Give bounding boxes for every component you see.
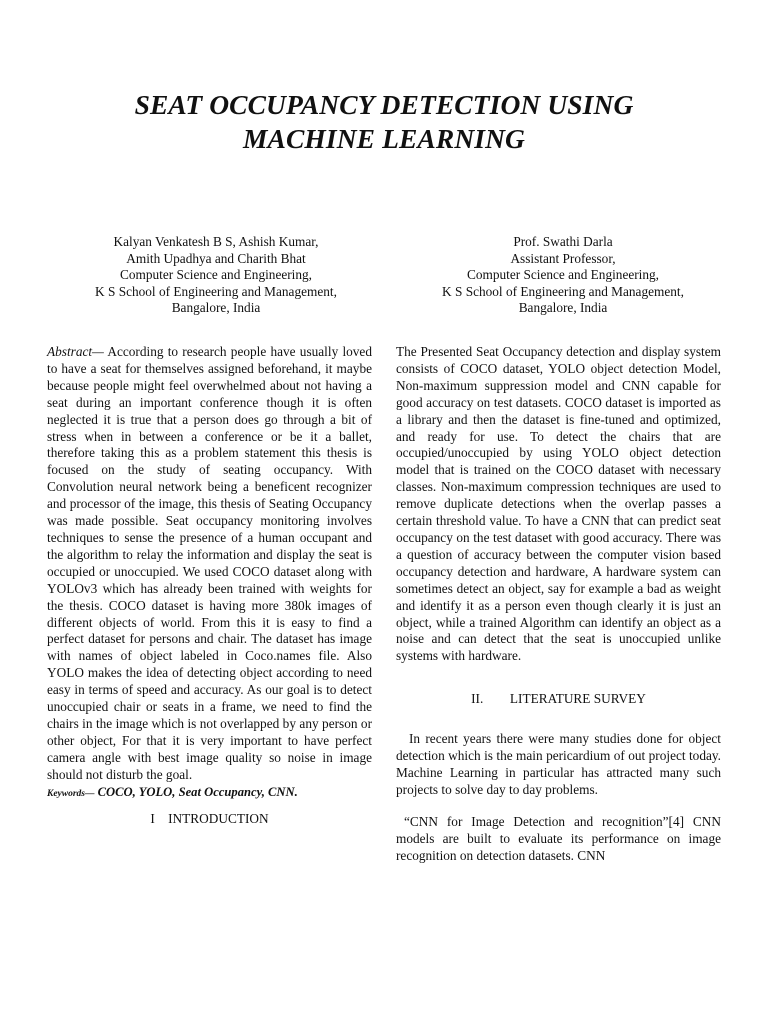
abstract-label: Abstract—	[47, 344, 104, 359]
abstract-paragraph	[47, 344, 372, 784]
author-names-line-2: Amith Upadhya and Charith Bhat	[126, 250, 306, 266]
literature-survey-heading: II. LITERATURE SURVEY	[471, 691, 646, 707]
keywords-label: Keywords—	[47, 788, 95, 799]
author-department: Computer Science and Engineering,	[119, 267, 312, 282]
left-column	[47, 344, 372, 827]
advisor-title: Assistant Professor,	[510, 250, 616, 266]
keywords-text: COCO, YOLO, Seat Occupancy, CNN.	[94, 784, 298, 799]
introduction-paragraph: The Presented Seat Occupancy detection and display system consists of COCO dataset, YOLO object detection Model, Non-maximum suppression model and CNN capable for good accuracy on test datasets. COCO dataset is imported as a library and then the dataset is fine-tuned and optimized, and ready for use. To detect the chairs that are occupied/unoccupied by using YOLO object detection model that is trained on the COCO dataset with necessary classes. Non-maximum compression techniques are used to remove duplicate detections when the overlap passes a certain threshold value. To have a CNN that can predict seat occupancy on the test dataset with good accuracy. There was a question of accuracy between the computer vision based occupancy detection and hardware, A hardware system can sometimes detect an object, say for example a bad as weight and identify it as a person even though clearly it is just an object, while a trained Algorithm can identify an object as a noise and can detect that the seat is unoccupied unlike systems with hardware.	[396, 344, 721, 664]
advisor-institution: K S School of Engineering and Management,	[442, 283, 684, 299]
paper-title-line-2: MACHINE LEARNING	[242, 123, 525, 154]
author-institution: K S School of Engineering and Management,	[95, 283, 337, 299]
paper-title-line-1: SEAT OCCUPANCY DETECTION USING	[134, 89, 634, 120]
advisor-department: Computer Science and Engineering,	[466, 267, 659, 282]
authors-right-block	[388, 234, 738, 317]
advisor-location: Bangalore, India	[518, 300, 608, 315]
literature-survey-paragraph-2: “CNN for Image Detection and recognition”[4] CNN models are built to evaluate its performance on image recognition on detection datasets. CNN	[396, 813, 721, 863]
keywords-line	[47, 784, 372, 803]
literature-survey-paragraph-1: In recent years there were many studies done for object detection which is the main pericardium of out project today. Machine Learning in particular has attracted many such projects to solve day to day problems.	[396, 731, 721, 797]
author-names-line-1: Kalyan Venkatesh B S, Ashish Kumar,	[113, 234, 319, 249]
advisor-name: Prof. Swathi Darla	[513, 234, 613, 249]
abstract-text: According to research people have usually loved to have a seat for themselves assigned beforehand, it maybe because people might feel overwhelmed about not having a seat during an important conference though it is often neglected it is true that a person does go through a bit of stress when in between a conference or be it a ballet, therefore taking this as a problem statement this thesis is focused on the study of seating occupancy. With Convolution neural network being a beneficent recognizer and processor of the image, this thesis of Seating Occupancy was made possible. Seat occupancy monitoring involves techniques to sense the presence of a human occupant and the algorithm to relay the information and display the seat is occupied or unoccupied. We used COCO dataset along with YOLOv3 which has already been trained with weights for the thesis. COCO dataset is having more 380k images of different objects of world. From this it is easy to find a perfect dataset for persons and chair. The dataset has image with names of object labeled in Coco.names file. Also YOLO makes the idea of detecting object according to need easy in terms of speed and accuracy. As our goal is to detect unoccupied chair or seats in a frame, we need to find the chairs in the image which is not overlapped by any person or other object, For that it is very important to have perfect camera angle with best image quality so noise in image should not disturb the goal.	[47, 344, 372, 782]
right-column	[396, 344, 721, 865]
author-location: Bangalore, India	[171, 300, 261, 315]
authors-left-block	[30, 234, 402, 317]
introduction-heading: I INTRODUCTION	[150, 810, 269, 826]
paper-title	[40, 88, 728, 156]
